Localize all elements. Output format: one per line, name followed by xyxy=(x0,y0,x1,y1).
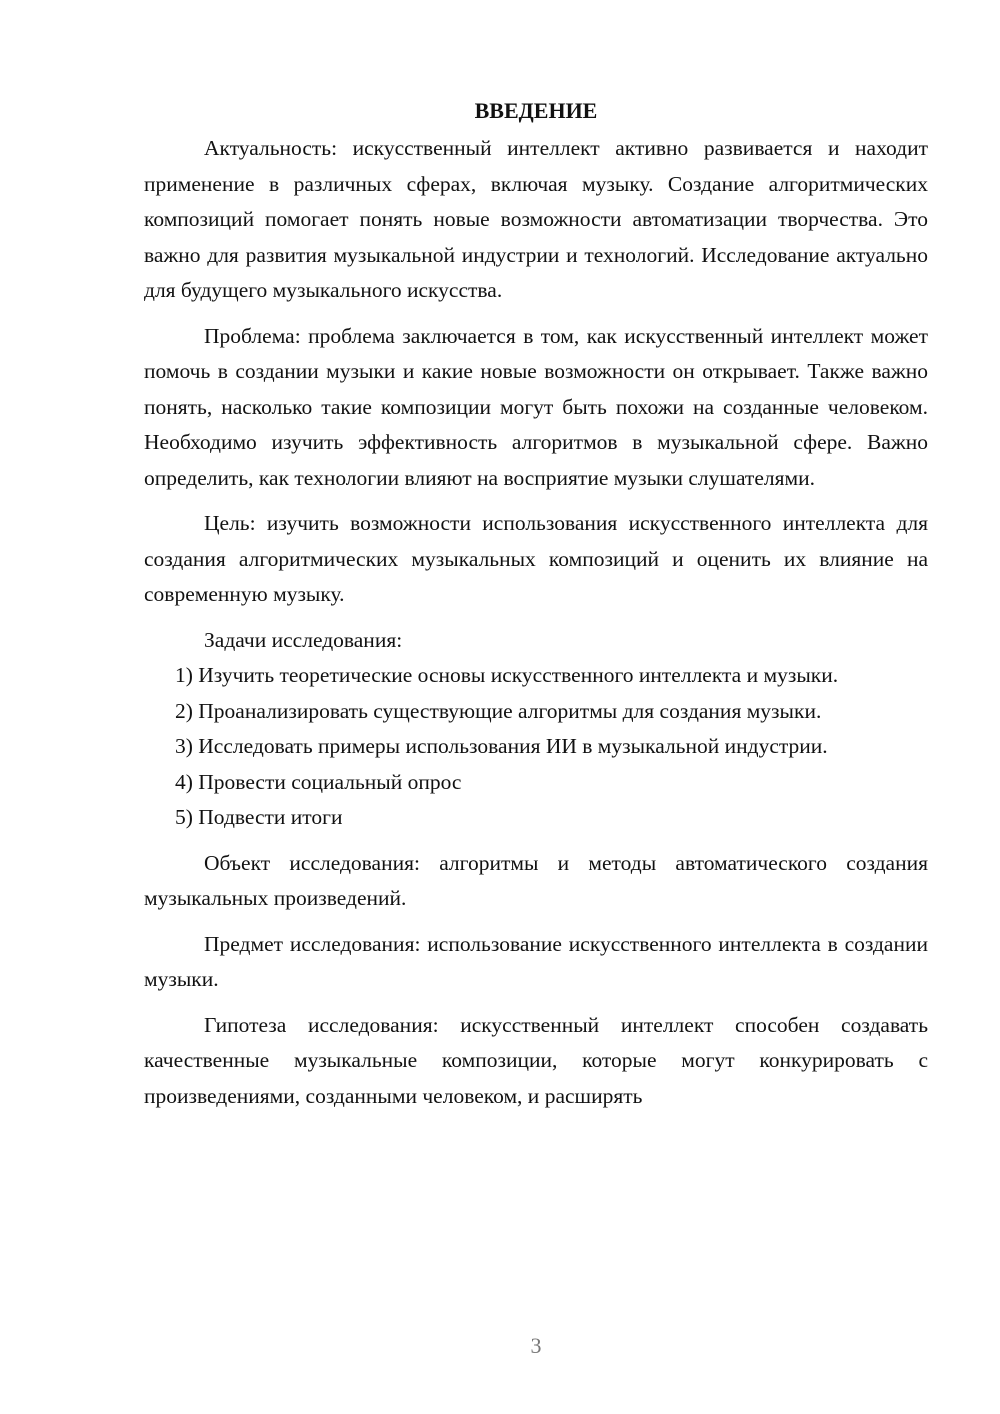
task-item-2: 2) Проанализировать существующие алгоритмы для создания музыки. xyxy=(175,698,822,723)
task-item-4: 4) Провести социальный опрос xyxy=(175,769,462,794)
task-item-5: 5) Подвести итоги xyxy=(175,805,343,829)
paragraph-relevance: Актуальность: искусственный интеллект активно развивается и находит применение в различных сферах, включая музыку. Создание алгоритмических композиций помогает понять новые возможности автоматизации творчества. Это важно для развития музыкальной индустрии и технологий. Исследование актуально для будущего музыкального искусства. xyxy=(144,136,928,302)
document-body xyxy=(144,94,928,1114)
paragraph-hypothesis: Гипотеза исследования: искусственный интеллект способен создавать качественные музыкальные композиции, которые могут конкурировать с произведениями, созданными человеком, и расширять xyxy=(144,1012,928,1108)
task-item-1: 1) Изучить теоретические основы искусственного интеллекта и музыки. xyxy=(175,663,839,687)
section-title: ВВЕДЕНИЕ xyxy=(474,98,598,123)
paragraph-subject: Предмет исследования: использование искусственного интеллекта в создании музыки. xyxy=(144,931,928,991)
page-number: 3 xyxy=(530,1333,542,1358)
paragraph-problem: Проблема: проблема заключается в том, как искусственный интеллект может помочь в создании музыки и какие новые возможности он открывает. Также важно понять, насколько такие композиции могут быть похожи на созданные человеком. Необходимо изучить эффективность алгоритмов в музыкальной сфере. Важно определить, как технологии влияют на восприятие музыки слушателями. xyxy=(144,323,928,490)
paragraph-goal: Цель: изучить возможности использования искусственного интеллекта для создания алгоритмических музыкальных композиций и оценить их влияние на современную музыку. xyxy=(144,511,928,606)
paragraph-tasks-heading: Задачи исследования: xyxy=(204,627,403,652)
tasks-list xyxy=(144,658,928,836)
task-item-3: 3) Исследовать примеры использования ИИ в музыкальной индустрии. xyxy=(175,734,828,758)
paragraph-object: Объект исследования: алгоритмы и методы автоматического создания музыкальных произведений. xyxy=(144,850,928,910)
